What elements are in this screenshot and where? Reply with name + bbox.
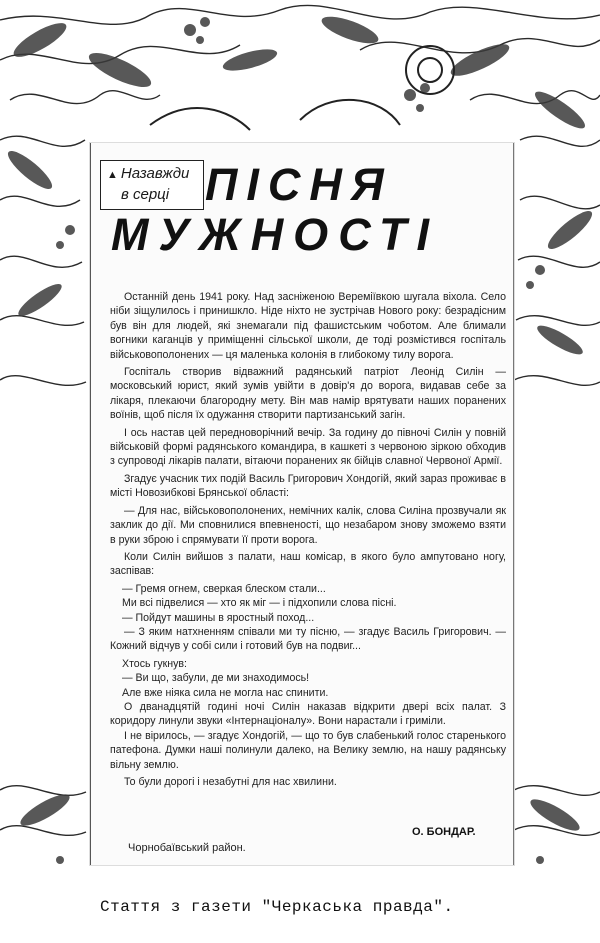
paragraph: То були дорогі і незабутні для нас хвилини. xyxy=(124,776,337,788)
paragraph: І ось настав цей передноворічний вечір. За годину до півночі Силін у повній військовій формі радянського командира, в кашкеті з червоною зіркою обходив з супроводі лікарів палати, вітаючи поранених як бійців славної Червоної Армії. xyxy=(110,426,506,468)
typed-caption: Стаття з газети "Черкаська правда". xyxy=(100,898,454,916)
song-line: Ми всі підвелися — хто як міг — і підхопили слова пісні. xyxy=(122,597,397,610)
paragraph: Коли Силін вийшов з палати, наш комісар, в якого було ампутовано ногу, заспівав: xyxy=(110,550,506,578)
paragraph: Останній день 1941 року. Над засніженою Вереміївкою шугала віхола. Село ніби зіщулилось і принишкло. Ніде ніхто не зустрічав Нового року: безрадісним був він для людей, які знемагали під фашистським чоботом. Але блимали вогники каганців у приміщенні сільської школи, де тоді розмістився госпіталь військовополонених — ця маленька колонія в глибокому тилу ворога. xyxy=(110,291,506,361)
rubric-line-2: в серці xyxy=(121,186,170,203)
song-line: — Гремя огнем, сверкая блеском стали... xyxy=(122,582,326,595)
paragraph: — Для нас, військовополонених, немічних калік, слова Силіна прозвучали як заклик до дії. Ми сповнилися впевненості, що незабаром знову зможемо взяти в руки зброю і спрямувати її проти ворога. xyxy=(110,504,506,546)
headline-line-1: ПІСНЯ xyxy=(205,159,393,210)
paragraph: Згадує учасник тих подій Василь Григорович Хондогій, який зараз проживає в місті Новозибкові Брянської області: xyxy=(110,472,506,500)
song-line: — Ви що, забули, де ми знаходимось! xyxy=(122,672,310,685)
triangle-icon: ▲ xyxy=(107,169,118,181)
district-line: Чорнобаївський район. xyxy=(128,842,246,854)
rubric-box xyxy=(100,160,204,210)
song-line: — Пойдут машины в яростный поход... xyxy=(122,611,315,624)
paragraph: О дванадцятій годині ночі Силін наказав відкрити двері всіх палат. З коридору линули звуки «Інтернаціоналу». Вони нарастали і гриміли. xyxy=(110,700,506,728)
author-signature: О. БОНДАР. xyxy=(412,826,476,838)
headline-line-2: МУЖНОСТІ xyxy=(111,209,439,260)
rubric-line-1: Назавжди xyxy=(120,165,190,182)
article-body xyxy=(110,290,506,789)
song-line: Але вже ніяка сила не могла нас спинити. xyxy=(122,686,329,699)
paragraph: І не вірилось, — згадує Хондогій, — що то був слабенький голос старенького патефона. Думки наші полинули далеко, на Велику землю, на нашу радянську вільну землю. xyxy=(110,729,506,771)
paragraph: — З яким натхненням співали ми ту пісню, — згадує Василь Григорович. — Кожний відчув у собі сили і готовий був на подвиг... xyxy=(110,625,506,653)
song-line: Хтось гукнув: xyxy=(122,657,187,670)
paragraph: Госпіталь створив відважний радянський патріот Леонід Силін — московський юрист, який зумів увійти в довір'я до ворога, видавав себе за лікаря, плекаючи благородну мету. Він мав намір врятувати наших поранених воїнів, щоб після їх одужання створити партизанський загін. xyxy=(110,366,506,422)
